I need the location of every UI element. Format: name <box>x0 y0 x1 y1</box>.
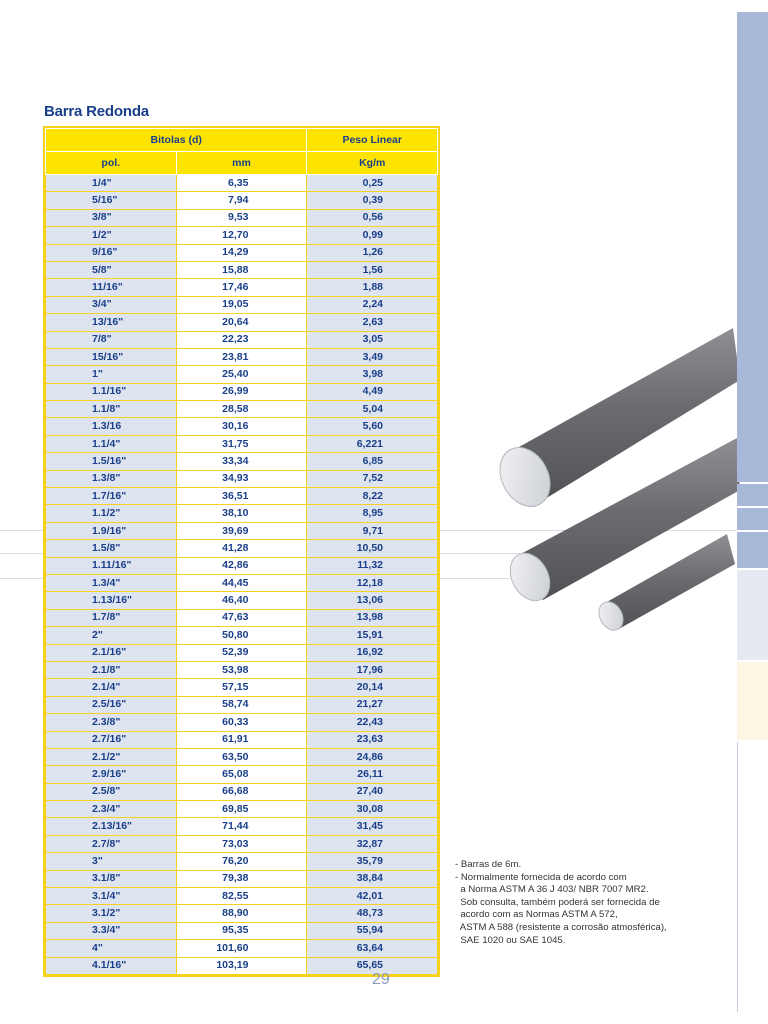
cell-pol: 1.5/16" <box>46 453 177 470</box>
divider-line <box>0 553 43 554</box>
cell-mm: 65,08 <box>176 766 307 783</box>
header-peso-linear: Peso Linear <box>307 129 438 152</box>
cell-pol: 2.7/8" <box>46 835 177 852</box>
table-row <box>46 348 438 365</box>
cell-mm: 60,33 <box>176 714 307 731</box>
table-row <box>46 627 438 644</box>
cell-pol: 2.5/8" <box>46 783 177 800</box>
cell-pol: 3" <box>46 853 177 870</box>
table-row <box>46 401 438 418</box>
table-row <box>46 905 438 922</box>
cell-mm: 30,16 <box>176 418 307 435</box>
cell-mm: 82,55 <box>176 888 307 905</box>
cell-mm: 73,03 <box>176 835 307 852</box>
note-line: ASTM A 588 (resistente a corrosão atmosférica), <box>455 921 667 933</box>
cell-pol: 2.13/16" <box>46 818 177 835</box>
cell-mm: 57,15 <box>176 679 307 696</box>
note-line: acordo com as Normas ASTM A 572, <box>455 909 618 921</box>
cell-mm: 95,35 <box>176 922 307 939</box>
cell-kgm: 8,95 <box>307 505 438 522</box>
table-row <box>46 714 438 731</box>
cell-kgm: 4,49 <box>307 383 438 400</box>
table-row <box>46 540 438 557</box>
table-row <box>46 609 438 626</box>
table-row <box>46 331 438 348</box>
note-line: SAE 1020 ou SAE 1045. <box>455 934 566 946</box>
cell-mm: 26,99 <box>176 383 307 400</box>
specs-table <box>45 128 438 975</box>
cell-mm: 33,34 <box>176 453 307 470</box>
table-row <box>46 818 438 835</box>
cell-pol: 2.1/8" <box>46 661 177 678</box>
cell-pol: 15/16" <box>46 348 177 365</box>
cell-pol: 3/4" <box>46 296 177 313</box>
cell-pol: 2.3/8" <box>46 714 177 731</box>
cell-pol: 1.3/16 <box>46 418 177 435</box>
cell-mm: 63,50 <box>176 748 307 765</box>
cell-kgm: 38,84 <box>307 870 438 887</box>
table-row <box>46 557 438 574</box>
cell-mm: 36,51 <box>176 488 307 505</box>
cell-pol: 5/16" <box>46 192 177 209</box>
cell-kgm: 31,45 <box>307 818 438 835</box>
cell-kgm: 42,01 <box>307 888 438 905</box>
table-row <box>46 175 438 192</box>
table-row <box>46 470 438 487</box>
cell-mm: 19,05 <box>176 296 307 313</box>
cell-kgm: 16,92 <box>307 644 438 661</box>
cell-mm: 71,44 <box>176 818 307 835</box>
cell-pol: 2.1/2" <box>46 748 177 765</box>
cell-pol: 2.1/16" <box>46 644 177 661</box>
table-row <box>46 853 438 870</box>
table-row <box>46 418 438 435</box>
cell-mm: 66,68 <box>176 783 307 800</box>
table-row <box>46 661 438 678</box>
cell-pol: 5/8" <box>46 261 177 278</box>
table-row <box>46 679 438 696</box>
table-row <box>46 888 438 905</box>
cell-mm: 41,28 <box>176 540 307 557</box>
cell-pol: 1.7/8" <box>46 609 177 626</box>
cell-mm: 42,86 <box>176 557 307 574</box>
cell-pol: 1.1/4" <box>46 435 177 452</box>
cell-mm: 20,64 <box>176 314 307 331</box>
table-row <box>46 227 438 244</box>
cell-pol: 2.7/16" <box>46 731 177 748</box>
cell-kgm: 13,06 <box>307 592 438 609</box>
cell-mm: 44,45 <box>176 574 307 591</box>
side-tab-5 <box>737 570 768 660</box>
cell-mm: 39,69 <box>176 522 307 539</box>
cell-kgm: 24,86 <box>307 748 438 765</box>
unit-header-row <box>46 152 438 175</box>
cell-kgm: 6,221 <box>307 435 438 452</box>
cell-mm: 17,46 <box>176 279 307 296</box>
cell-pol: 1.1/16" <box>46 383 177 400</box>
side-tab-3 <box>737 508 768 530</box>
table-row <box>46 366 438 383</box>
round-bar-icon <box>495 320 740 640</box>
cell-kgm: 27,40 <box>307 783 438 800</box>
table-row <box>46 922 438 939</box>
cell-mm: 22,23 <box>176 331 307 348</box>
cell-pol: 1.7/16" <box>46 488 177 505</box>
cell-kgm: 11,32 <box>307 557 438 574</box>
cell-mm: 12,70 <box>176 227 307 244</box>
divider-line <box>0 578 43 579</box>
side-tab-4 <box>737 532 768 568</box>
cell-mm: 61,91 <box>176 731 307 748</box>
cell-mm: 76,20 <box>176 853 307 870</box>
side-tab-2 <box>737 484 768 506</box>
cell-pol: 2.9/16" <box>46 766 177 783</box>
note-line: - Normalmente fornecida de acordo com <box>455 871 627 883</box>
cell-kgm: 63,64 <box>307 940 438 957</box>
cell-kgm: 1,56 <box>307 261 438 278</box>
table-row <box>46 870 438 887</box>
table-row <box>46 279 438 296</box>
cell-mm: 58,74 <box>176 696 307 713</box>
cell-pol: 3.1/8" <box>46 870 177 887</box>
note-line: - Barras de 6m. <box>455 859 522 870</box>
table-row <box>46 488 438 505</box>
cell-kgm: 2,63 <box>307 314 438 331</box>
cell-kgm: 21,27 <box>307 696 438 713</box>
table-row <box>46 192 438 209</box>
cell-pol: 1.1/8" <box>46 401 177 418</box>
cell-mm: 53,98 <box>176 661 307 678</box>
cell-kgm: 17,96 <box>307 661 438 678</box>
page-title: Barra Redonda <box>44 103 149 120</box>
cell-mm: 31,75 <box>176 435 307 452</box>
page-number: 29 <box>372 971 390 988</box>
cell-kgm: 0,25 <box>307 175 438 192</box>
cell-kgm: 3,98 <box>307 366 438 383</box>
cell-pol: 3/8" <box>46 209 177 226</box>
cell-pol: 1.1/2" <box>46 505 177 522</box>
cell-kgm: 26,11 <box>307 766 438 783</box>
table-body <box>46 175 438 975</box>
cell-kgm: 2,24 <box>307 296 438 313</box>
cell-kgm: 10,50 <box>307 540 438 557</box>
group-header-row <box>46 129 438 152</box>
cell-mm: 103,19 <box>176 957 307 974</box>
cell-kgm: 48,73 <box>307 905 438 922</box>
cell-kgm: 5,04 <box>307 401 438 418</box>
cell-kgm: 32,87 <box>307 835 438 852</box>
table-row <box>46 731 438 748</box>
table-row <box>46 644 438 661</box>
cell-kgm: 7,52 <box>307 470 438 487</box>
cell-pol: 1.9/16" <box>46 522 177 539</box>
header-mm: mm <box>176 152 307 175</box>
cell-kgm: 65,65 <box>307 957 438 974</box>
cell-kgm: 13,98 <box>307 609 438 626</box>
note-line: a Norma ASTM A 36 J 403/ NBR 7007 MR2. <box>455 884 649 896</box>
cell-pol: 3.1/2" <box>46 905 177 922</box>
cell-mm: 6,35 <box>176 175 307 192</box>
side-tab-1 <box>737 12 768 482</box>
cell-kgm: 22,43 <box>307 714 438 731</box>
cell-kgm: 1,26 <box>307 244 438 261</box>
divider-line <box>0 530 43 531</box>
cell-kgm: 15,91 <box>307 627 438 644</box>
cell-mm: 25,40 <box>176 366 307 383</box>
table-row <box>46 453 438 470</box>
cell-pol: 11/16" <box>46 279 177 296</box>
table-row <box>46 574 438 591</box>
table-row <box>46 592 438 609</box>
side-tabs <box>737 12 768 1012</box>
cell-kgm: 1,88 <box>307 279 438 296</box>
cell-kgm: 3,05 <box>307 331 438 348</box>
cell-pol: 2.3/4" <box>46 801 177 818</box>
cell-pol: 2.1/4" <box>46 679 177 696</box>
cell-kgm: 30,08 <box>307 801 438 818</box>
cell-pol: 2" <box>46 627 177 644</box>
table-row <box>46 435 438 452</box>
cell-mm: 34,93 <box>176 470 307 487</box>
note-line: Sob consulta, também poderá ser fornecida de <box>455 896 660 908</box>
cell-kgm: 0,56 <box>307 209 438 226</box>
cell-pol: 1/4" <box>46 175 177 192</box>
cell-kgm: 9,71 <box>307 522 438 539</box>
cell-mm: 14,29 <box>176 244 307 261</box>
table-row <box>46 383 438 400</box>
cell-pol: 3.1/4" <box>46 888 177 905</box>
cell-kgm: 8,22 <box>307 488 438 505</box>
table-row <box>46 296 438 313</box>
cell-kgm: 35,79 <box>307 853 438 870</box>
table-row <box>46 801 438 818</box>
table-row <box>46 766 438 783</box>
cell-pol: 2.5/16" <box>46 696 177 713</box>
table-row <box>46 835 438 852</box>
cell-kgm: 5,60 <box>307 418 438 435</box>
cell-pol: 1" <box>46 366 177 383</box>
cell-mm: 23,81 <box>176 348 307 365</box>
cell-kgm: 0,39 <box>307 192 438 209</box>
cell-mm: 50,80 <box>176 627 307 644</box>
cell-mm: 69,85 <box>176 801 307 818</box>
cell-kgm: 23,63 <box>307 731 438 748</box>
cell-kgm: 3,49 <box>307 348 438 365</box>
table-row <box>46 940 438 957</box>
cell-pol: 3.3/4" <box>46 922 177 939</box>
cell-mm: 52,39 <box>176 644 307 661</box>
cell-pol: 1.5/8" <box>46 540 177 557</box>
table-row <box>46 522 438 539</box>
cell-kgm: 20,14 <box>307 679 438 696</box>
table-row <box>46 244 438 261</box>
cell-mm: 28,58 <box>176 401 307 418</box>
header-kgm: Kg/m <box>307 152 438 175</box>
cell-pol: 1.3/4" <box>46 574 177 591</box>
cell-mm: 79,38 <box>176 870 307 887</box>
cell-pol: 1.3/8" <box>46 470 177 487</box>
cell-pol: 1/2" <box>46 227 177 244</box>
table-row <box>46 748 438 765</box>
cell-mm: 46,40 <box>176 592 307 609</box>
cell-mm: 88,90 <box>176 905 307 922</box>
cell-pol: 1.11/16" <box>46 557 177 574</box>
header-bitolas: Bitolas (d) <box>46 129 307 152</box>
cell-mm: 7,94 <box>176 192 307 209</box>
cell-pol: 13/16" <box>46 314 177 331</box>
cell-mm: 9,53 <box>176 209 307 226</box>
table-row <box>46 783 438 800</box>
cell-pol: 7/8" <box>46 331 177 348</box>
cell-kgm: 0,99 <box>307 227 438 244</box>
cell-mm: 47,63 <box>176 609 307 626</box>
side-tab-7 <box>737 742 768 1012</box>
cell-kgm: 12,18 <box>307 574 438 591</box>
cell-mm: 15,88 <box>176 261 307 278</box>
cell-mm: 101,60 <box>176 940 307 957</box>
cell-kgm: 6,85 <box>307 453 438 470</box>
header-pol: pol. <box>46 152 177 175</box>
cell-mm: 38,10 <box>176 505 307 522</box>
table-row <box>46 696 438 713</box>
cell-pol: 9/16" <box>46 244 177 261</box>
table-row <box>46 261 438 278</box>
table-row <box>46 314 438 331</box>
cell-pol: 4" <box>46 940 177 957</box>
cell-pol: 1.13/16" <box>46 592 177 609</box>
cell-kgm: 55,94 <box>307 922 438 939</box>
notes <box>455 859 725 947</box>
table-row <box>46 505 438 522</box>
side-tab-6 <box>737 662 768 740</box>
cell-pol: 4.1/16" <box>46 957 177 974</box>
specs-table-container <box>43 126 440 977</box>
table-row <box>46 209 438 226</box>
